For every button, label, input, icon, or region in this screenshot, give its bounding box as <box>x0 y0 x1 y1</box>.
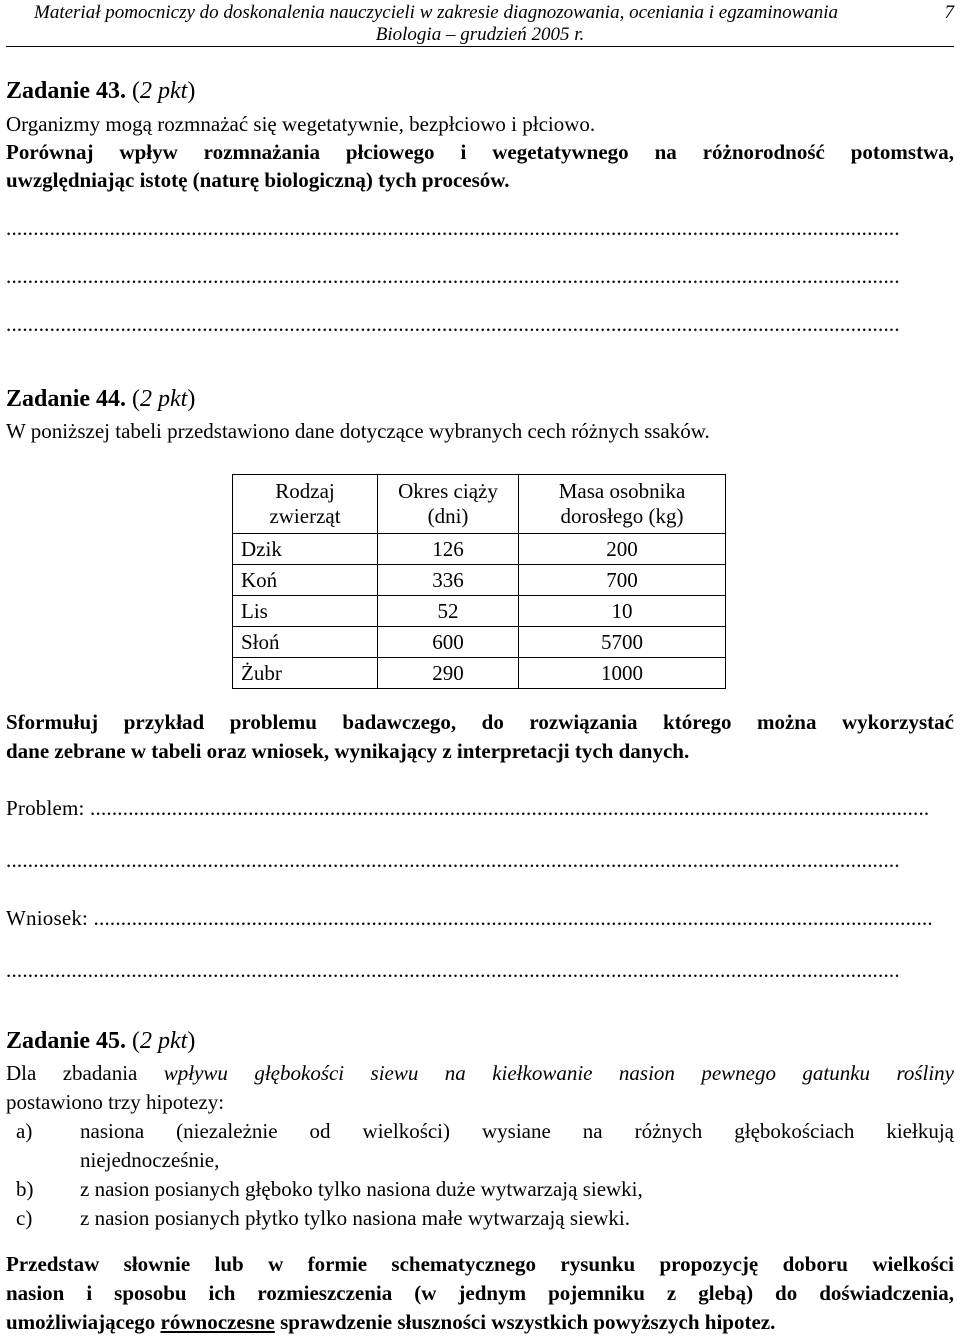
task44-question-line2: dane zebrane w tabeli oraz wniosek, wynikający z interpretacji tych danych. <box>6 739 690 763</box>
table-cell: 200 <box>519 534 726 565</box>
header-title: Materiał pomocniczy do doskonalenia nauczycieli w zakresie diagnozowania, oceniania i egzaminowania <box>34 2 839 23</box>
header-subtitle: Biologia – grudzień 2005 r. <box>375 24 585 45</box>
task43-question-line2: uwzględniając istotę (naturę biologiczną) tych procesów. <box>6 168 510 192</box>
task45-title: Zadanie 45. (2 pkt) <box>6 1028 196 1054</box>
table-cell: 700 <box>519 565 726 596</box>
table-row <box>233 658 726 689</box>
table-row <box>233 596 726 627</box>
conclusion-answer-line-2[interactable]: .................................................................................................................................................................... <box>6 958 900 982</box>
hypothesis-text: nasiona (niezależnie od wielkości) wysiane na różnych głębokościach kiełkują <box>80 1119 954 1143</box>
table-cell: Żubr <box>233 658 378 689</box>
table-cell: Lis <box>233 596 378 627</box>
table-cell: 336 <box>378 565 519 596</box>
table-row <box>233 565 726 596</box>
table-cell: Słoń <box>233 627 378 658</box>
column-header: Okres ciąży (dni) <box>378 475 519 534</box>
task43-intro: Organizmy mogą rozmnażać się wegetatywnie, bezpłciowo i płciowo. <box>6 112 596 136</box>
task43-question-line1: Porównaj wpływ rozmnażania płciowego i wegetatywnego na różnorodność potomstwa, <box>6 140 954 164</box>
table-row <box>233 627 726 658</box>
table-cell: 1000 <box>519 658 726 689</box>
task45-question-line2: nasion i sposobu ich rozmieszczenia (w jednym pojemniku z glebą) do doświadczenia, <box>6 1281 954 1305</box>
task45-points: 2 pkt <box>140 1028 188 1054</box>
task43-title: Zadanie 43. (2 pkt) <box>6 78 196 104</box>
table-cell: 290 <box>378 658 519 689</box>
list-marker: c) <box>16 1206 33 1230</box>
table-cell: 52 <box>378 596 519 627</box>
conclusion-answer-line[interactable]: Wniosek: .......................................................................................................................................................... <box>6 906 933 930</box>
conclusion-label: Wniosek: <box>6 906 94 930</box>
task44-title: Zadanie 44. (2 pkt) <box>6 386 196 412</box>
table-cell: Dzik <box>233 534 378 565</box>
task44-points: 2 pkt <box>140 386 188 412</box>
list-marker: b) <box>16 1177 34 1201</box>
task44-intro: W poniższej tabeli przedstawiono dane dotyczące wybranych cech różnych ssaków. <box>6 419 710 443</box>
table-header-row <box>233 475 726 534</box>
underlined-word: równoczesne <box>160 1310 275 1334</box>
table-cell: 126 <box>378 534 519 565</box>
table-cell: 10 <box>519 596 726 627</box>
table-cell: 5700 <box>519 627 726 658</box>
hypothesis-text: niejednocześnie, <box>80 1148 220 1172</box>
problem-label: Problem: <box>6 796 91 820</box>
list-marker: a) <box>16 1119 33 1143</box>
page-header <box>6 0 954 47</box>
page-number: 7 <box>944 2 954 23</box>
task45-question-line3: umożliwiającego równoczesne sprawdzenie słuszności wszystkich powyższych hipotez. <box>6 1310 776 1334</box>
task43-answer-line[interactable]: .................................................................................................................................................................... <box>6 264 900 288</box>
table-row <box>233 534 726 565</box>
table-cell: 600 <box>378 627 519 658</box>
task45-intro-line1: Dla zbadania wpływu głębokości siewu na kiełkowanie nasion pewnego gatunku rośliny <box>6 1061 954 1085</box>
mammals-data-table <box>232 474 726 689</box>
task43-points: 2 pkt <box>140 78 188 104</box>
table-cell: Koń <box>233 565 378 596</box>
task44-question-line1: Sformułuj przykład problemu badawczego, do rozwiązania którego można wykorzystać <box>6 710 954 734</box>
hypothesis-text: z nasion posianych głęboko tylko nasiona duże wytwarzają siewki, <box>80 1177 643 1201</box>
task43-answer-line[interactable]: .................................................................................................................................................................... <box>6 312 900 336</box>
problem-answer-line[interactable]: Problem: .......................................................................................................................................................... <box>6 796 930 820</box>
task45-question-line1: Przedstaw słownie lub w formie schematycznego rysunku propozycję doboru wielkości <box>6 1252 954 1276</box>
hypothesis-text: z nasion posianych płytko tylko nasiona małe wytwarzają siewki. <box>80 1206 630 1230</box>
column-header: Rodzaj zwierząt <box>233 475 378 534</box>
problem-answer-line-2[interactable]: .................................................................................................................................................................... <box>6 848 900 872</box>
task45-intro-line2: postawiono trzy hipotezy: <box>6 1090 225 1114</box>
column-header: Masa osobnika dorosłego (kg) <box>519 475 726 534</box>
task43-answer-line[interactable]: .................................................................................................................................................................... <box>6 216 900 240</box>
